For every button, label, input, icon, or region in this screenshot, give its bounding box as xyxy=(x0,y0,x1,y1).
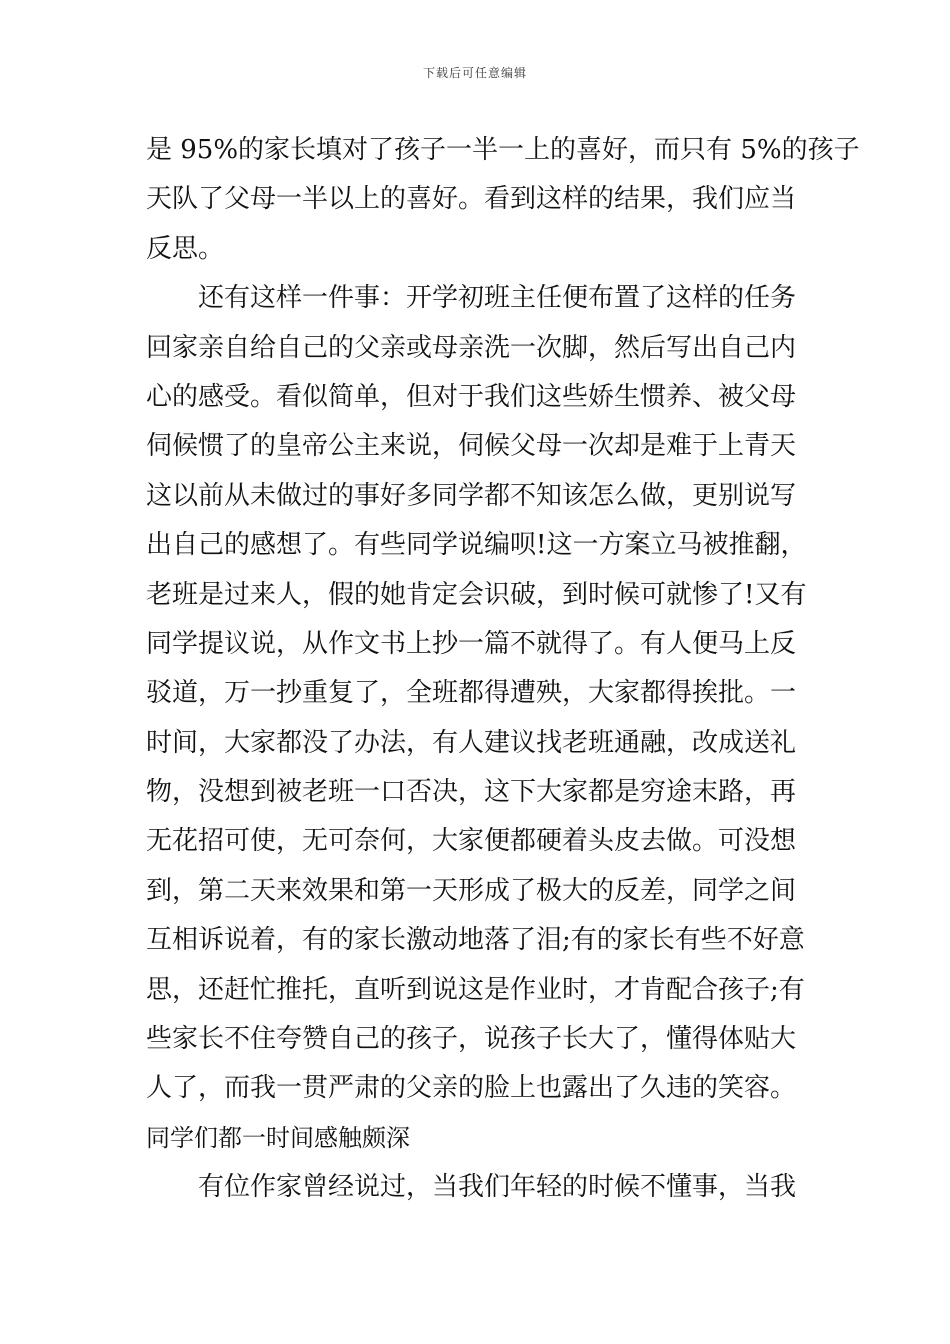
text-line: 些家长不住夸赞自己的孩子，说孩子长大了，懂得体贴大 xyxy=(146,1024,797,1055)
text-line: 还有这样一件事：开学初班主任便布置了这样的任务 xyxy=(146,283,797,314)
text-line: 同学们都一时间感触颇深 xyxy=(146,1123,410,1152)
text-line: 出自己的感想了。有些同学说编呗!这一方案立马被推翻， xyxy=(146,530,807,561)
text-line: 同学提议说，从作文书上抄一篇不就得了。有人便马上反 xyxy=(146,628,797,659)
text-line: 思，还赶忙推托，直听到说这是作业时，才肯配合孩子;有 xyxy=(146,974,805,1005)
text-line: 伺候惯了的皇帝公主来说，伺候父母一次却是难于上青天 xyxy=(146,431,797,462)
text-line: 无花招可使，无可奈何，大家便都硬着头皮去做。可没想 xyxy=(146,826,797,857)
text-line: 反思。 xyxy=(146,233,225,264)
header-note: 下载后可任意编辑 xyxy=(422,66,527,80)
text-line: 互相诉说着，有的家长激动地落了泪;有的家长有些不好意 xyxy=(146,925,805,956)
text-line: 人了，而我一贯严肃的父亲的脸上也露出了久违的笑容。 xyxy=(146,1073,797,1104)
text-line: 回家亲自给自己的父亲或母亲洗一次脚，然后写出自己内 xyxy=(146,332,797,363)
text-line: 老班是过来人，假的她肯定会识破，到时候可就惨了!又有 xyxy=(146,579,807,610)
text-line: 时间，大家都没了办法，有人建议找老班通融，改成送礼 xyxy=(146,727,797,758)
text-line: 到，第二天来效果和第一天形成了极大的反差，同学之间 xyxy=(146,875,797,906)
text-line: 物，没想到被老班一口否决，这下大家都是穷途末路，再 xyxy=(146,777,797,808)
text-line: 有位作家曾经说过，当我们年轻的时候不懂事，当我 xyxy=(146,1172,797,1203)
text-line: 是 95%的家长填对了孩子一半一上的喜好，而只有 5%的孩子 xyxy=(146,135,860,165)
text-line: 天队了父母一半以上的喜好。看到这样的结果，我们应当 xyxy=(146,184,797,215)
text-line: 心的感受。看似简单，但对于我们这些娇生惯养、被父母 xyxy=(146,381,797,412)
document-body xyxy=(146,126,860,1213)
text-line: 这以前从未做过的事好多同学都不知该怎么做，更别说写 xyxy=(146,480,797,511)
text-line: 驳道，万一抄重复了，全班都得遭殃，大家都得挨批。一 xyxy=(146,678,797,709)
